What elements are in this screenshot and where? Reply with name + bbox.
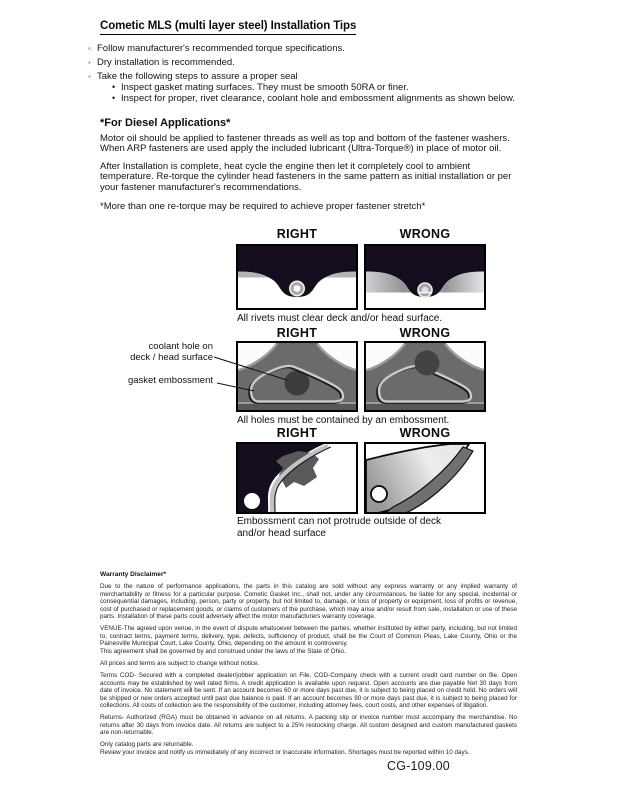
diagram-embossment-wrong-art	[366, 343, 484, 410]
warranty-paragraph: Only catalog parts are returnable.	[100, 741, 194, 749]
list-item	[88, 57, 235, 68]
row1-right-label: RIGHT	[276, 227, 318, 241]
diagram-rivet-wrong	[364, 244, 486, 310]
warranty-paragraph: Terms COD- Secured with a completed dealer/jobber application on File, COD-Company check with a current credit card number on file. Open accounts may be established by well rated firms. A credit application is available upon request. Open accounts are due payable Net 30 days from date of invoice. No statement will be sent. If an account becomes 60 or more days past due, it is subject to being placed on credit hold. No orders will be shipped or new orders accepted until past due balance is paid. If an account becomes 90 or more days past due, it is subject to being placed for collections. All costs of collection are the responsibility of the customer, including attorney fees, court costs, and other expenses of litigation.	[100, 671, 517, 710]
diesel-paragraph-1: Motor oil should be applied to fastener threads as well as top and bottom of the fastener washers. When ARP fasteners are used apply the included lubricant (Ultra-Torque®) in place of motor oil.	[100, 133, 510, 155]
warranty-paragraph: VENUE-The agreed upon venue, in the event of dispute whatsoever between the parties, whether instituted by either party, including, but not limited to, contract terms, payment terms, delivery, type, defects, sufficiency of product, shall be the Court of Common Pleas, Lake County, Ohio or the Painesville Municipal Court, Lake County, Ohio, depending on the amount in controversy.	[100, 625, 517, 648]
bullet-marker: •	[112, 93, 116, 103]
diagram-rivet-right-art	[238, 246, 356, 308]
bullet-marker: •	[112, 82, 116, 92]
diagram-embossment-right	[236, 341, 358, 412]
page-number: CG-109.00	[387, 759, 450, 773]
row2-right-label: RIGHT	[276, 326, 318, 340]
bullet-marker: ◦	[88, 72, 91, 81]
warranty-paragraph: Returns- Authorized (RGA) must be obtained in advance on all returns. A packing slip or invoice number must accompany the merchandise. No returns after 30 days from invoice date. All returns are subject to a 25% restocking charge. All custom designed and custom manufactured gaskets are non-returnable.	[100, 714, 517, 737]
diagram-protrusion-right	[236, 442, 358, 514]
warranty-heading: Warranty Disclaimer*	[100, 571, 167, 578]
list-item-text: Inspect gasket mating surfaces. They must be smooth 50RA or finer.	[121, 82, 409, 93]
warranty-paragraph: Due to the nature of performance applications, the parts in this catalog are sold without any express warranty or any implied warranty of merchantability or fitness for a particular purpose. Cometic Gasket Inc., shall not, under any circumstances, be liable for any special, incidental or consequential damages, including, person, party or property, but not limited to, damage, or loss of property or equipment, loss of profits or revenue, cost of purchased or replacement goods, or claims of customers of the purchase, which may arise and/or result from sale, installation or use of these parts. Installation of these parts could adversely affect the motor manufacturers warranty coverage.	[100, 583, 517, 621]
diagram-embossment-wrong	[364, 341, 486, 412]
warranty-disclaimer	[100, 571, 517, 761]
list-item-text: Take the following steps to assure a proper seal	[97, 71, 298, 82]
coolant-hole-label-line2: deck / head surface	[130, 352, 213, 363]
row1-caption: All rivets must clear deck and/or head surface.	[237, 313, 443, 324]
diesel-heading: *For Diesel Applications*	[100, 117, 231, 129]
warranty-paragraph: This agreement shall be governed by and construed under the laws of the State of Ohio.	[100, 647, 346, 655]
list-item	[88, 71, 298, 82]
coolant-hole-label	[58, 341, 213, 363]
page-title: Cometic MLS (multi layer steel) Installation Tips	[100, 20, 356, 35]
list-item-text: Dry installation is recommended.	[97, 57, 235, 68]
diagram-protrusion-wrong-art	[366, 444, 484, 512]
diagram-rivet-right	[236, 244, 358, 310]
diagram-protrusion-wrong	[364, 442, 486, 514]
gasket-embossment-label: gasket embossment	[127, 375, 213, 386]
row1-wrong-label: WRONG	[399, 227, 451, 241]
diagram-rivet-wrong-art	[366, 246, 484, 308]
warranty-paragraph: Review your invoice and notify us immediately of any incorrect or inaccurate information. Shortages must be reported within 10 days.	[100, 748, 470, 756]
row3-caption-line1: Embossment can not protrude outside of deck	[237, 516, 442, 527]
list-item	[88, 43, 345, 54]
row2-wrong-label: WRONG	[399, 326, 451, 340]
row2-caption: All holes must be contained by an embossment.	[237, 415, 450, 426]
diagram-embossment-right-art	[238, 343, 356, 410]
sub-list-item	[112, 93, 515, 104]
warranty-paragraph: All prices and terms are subject to change without notice.	[100, 659, 260, 667]
diagram-protrusion-right-art	[238, 444, 356, 512]
row3-caption-line2: and/or head surface	[237, 528, 326, 539]
retorque-note: *More than one re-torque may be required to achieve proper fastener stretch*	[100, 201, 426, 212]
list-item-text: Follow manufacturer's recommended torque specifications.	[97, 43, 345, 54]
row3-wrong-label: WRONG	[399, 426, 451, 440]
bullet-marker: ◦	[88, 58, 91, 67]
row3-right-label: RIGHT	[276, 426, 318, 440]
diesel-paragraph-2: After Installation is complete, heat cycle the engine then let it completely cool to ambient temperature. Re-torque the cylinder head fasteners in the same pattern as initial installation or per your fastener manufacturer's recommendations.	[100, 161, 512, 193]
sub-list-item	[112, 82, 409, 93]
bullet-marker: ◦	[88, 44, 91, 53]
coolant-hole-label-line1: coolant hole on	[148, 341, 213, 352]
list-item-text: Inspect for proper, rivet clearance, coolant hole and embossment alignments as shown below.	[121, 93, 515, 104]
